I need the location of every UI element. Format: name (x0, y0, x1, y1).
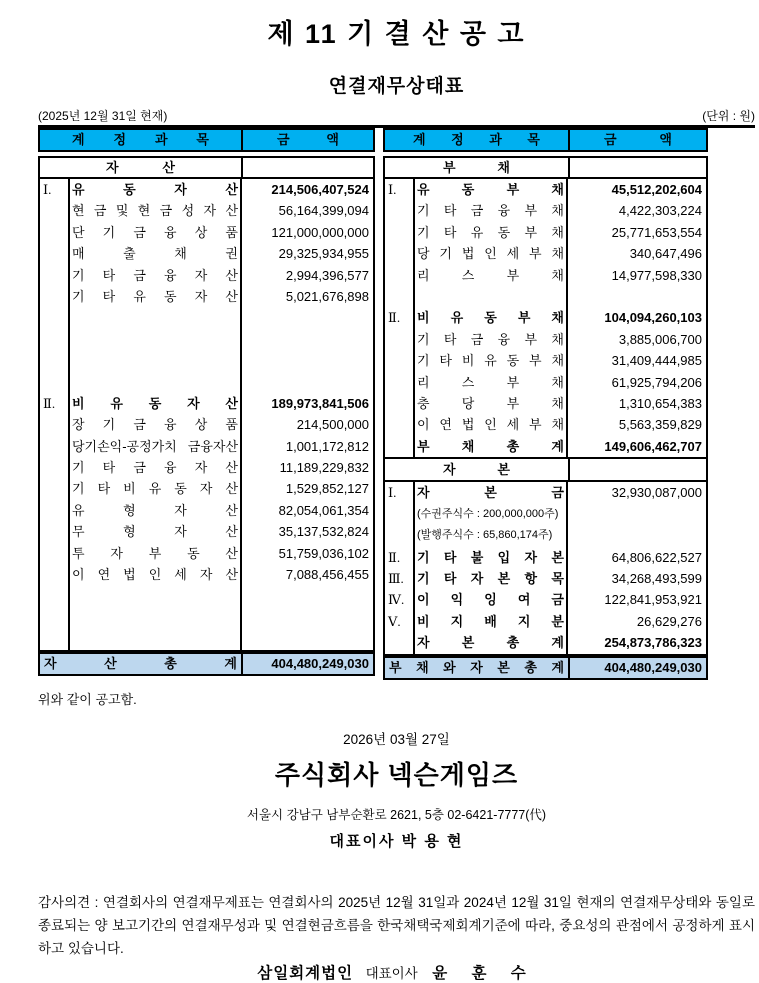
account-amount: 5,563,359,829 (618, 417, 702, 433)
announcement-page (38, 12, 755, 983)
account-amount (242, 307, 373, 328)
account-name: 이 연 법 인 세 부 채 (415, 414, 568, 435)
account-name: 무 형 자 산 (70, 521, 242, 542)
account-amount: 82,054,061,354 (278, 502, 369, 518)
account-amount (568, 286, 706, 307)
account-row (385, 329, 706, 350)
account-name: 유 동 자 산 (70, 179, 242, 200)
account-name: 유 동 부 채 (415, 179, 568, 200)
account-name: 리 스 부 채 (415, 372, 568, 393)
roman-numeral (40, 585, 70, 606)
roman-numeral (385, 329, 415, 350)
roman-numeral (385, 265, 415, 286)
account-name: 기 타 금 융 부 채 (415, 200, 568, 221)
liabilities-section-row (383, 156, 708, 179)
blank-row (40, 607, 373, 628)
roman-numeral (40, 628, 70, 649)
account-amount: 35,137,532,824 (278, 524, 369, 540)
account-amount: 1,310,654,383 (618, 395, 702, 411)
account-amount (568, 525, 706, 546)
account-amount: 14,977,598,330 (611, 267, 702, 283)
account-row (385, 350, 706, 371)
assets-total-row (38, 652, 375, 676)
account-name: 단 기 금 융 상 품 (70, 222, 242, 243)
roman-numeral: Ⅳ. (385, 589, 415, 610)
assets-section-amount-cell (243, 158, 373, 177)
account-amount (242, 350, 373, 371)
account-amount: 25,771,653,554 (611, 224, 702, 240)
roman-numeral (40, 307, 70, 328)
account-row (385, 372, 706, 393)
account-amount (242, 585, 373, 606)
account-row (40, 521, 373, 542)
account-row (385, 179, 706, 200)
account-row (40, 393, 373, 414)
account-row (40, 414, 373, 435)
roman-numeral (385, 222, 415, 243)
account-name: 기 타 유 동 자 산 (70, 286, 242, 307)
ceo-name: 대표이사 박 용 현 (329, 832, 464, 850)
amount-column-header: 금 액 (277, 132, 339, 147)
liabilities-equity-total-label: 부 채 와 자 본 총 계 (385, 658, 570, 678)
share-count-note: (발행주식수 : 65,860,174주) (415, 525, 568, 546)
auditor-name: 윤 훈 수 (432, 965, 536, 983)
account-amount (242, 372, 373, 393)
account-row (385, 414, 706, 435)
assets-total-amount: 404,480,249,030 (271, 655, 369, 671)
account-name (70, 372, 242, 393)
auditor-signature (38, 961, 755, 983)
account-amount: 56,164,399,094 (278, 203, 369, 219)
account-amount: 254,873,786,323 (604, 635, 702, 651)
auditor-role: 대표이사 (365, 966, 418, 982)
account-name: 기 타 금 융 자 산 (70, 457, 242, 478)
account-row (385, 200, 706, 221)
page-title: 제 11 기 결 산 공 고 (267, 19, 526, 49)
account-amount: 2,994,396,577 (285, 267, 369, 283)
account-amount: 51,759,036,102 (278, 545, 369, 561)
equity-section-row (385, 457, 706, 482)
liabilities-section-label: 부 채 (385, 158, 570, 177)
roman-numeral (40, 436, 70, 457)
roman-numeral: Ⅰ. (385, 179, 415, 200)
assets-header-row (38, 128, 375, 152)
account-amount: 31,409,444,985 (611, 353, 702, 369)
account-name: 현 금 및 현 금 성 자 산 (70, 200, 242, 221)
liabilities-equity-body (383, 179, 708, 656)
share-count-note: (수권주식수 : 200,000,000주) (415, 504, 568, 525)
account-name (70, 307, 242, 328)
roman-numeral (40, 414, 70, 435)
account-amount (568, 504, 706, 525)
roman-numeral: Ⅰ. (40, 179, 70, 200)
account-column-header: 계 정 과 목 (385, 130, 570, 150)
account-row (385, 589, 706, 610)
account-name: 이 연 법 인 세 자 산 (70, 564, 242, 585)
account-name (70, 607, 242, 628)
account-name: 충 당 부 채 (415, 393, 568, 414)
blank-row (385, 286, 706, 307)
roman-numeral (385, 286, 415, 307)
account-row (385, 393, 706, 414)
account-amount: 45,512,202,604 (611, 182, 702, 197)
account-name (70, 329, 242, 350)
roman-numeral (385, 393, 415, 414)
account-name: 기 타 비 유 동 부 채 (415, 350, 568, 371)
blank-row (40, 350, 373, 371)
account-amount: 11,189,229,832 (279, 460, 369, 476)
roman-numeral (40, 521, 70, 542)
roman-numeral: Ⅱ. (385, 307, 415, 328)
account-name: 비 유 동 부 채 (415, 307, 568, 328)
account-amount (242, 607, 373, 628)
account-name: 기 타 유 동 부 채 (415, 222, 568, 243)
account-amount: 121,000,000,000 (271, 224, 369, 240)
account-name: 유 형 자 산 (70, 500, 242, 521)
account-row (40, 243, 373, 264)
roman-numeral (40, 478, 70, 499)
account-row (385, 547, 706, 568)
account-name: 기 타 불 입 자 본 (415, 547, 568, 568)
equity-section-label: 자 본 (385, 459, 570, 480)
liabilities-header-row (383, 128, 708, 152)
account-amount: 61,925,794,206 (611, 374, 702, 390)
blank-row (40, 329, 373, 350)
roman-numeral: Ⅲ. (385, 568, 415, 589)
account-amount: 32,930,087,000 (611, 485, 702, 501)
account-row (40, 179, 373, 200)
account-amount: 214,500,000 (296, 417, 369, 433)
liabilities-equity-total-row (383, 656, 708, 680)
account-name (70, 350, 242, 371)
balance-sheet-table (38, 125, 755, 680)
account-amount: 104,094,260,103 (604, 310, 702, 326)
account-name: 기 타 금 융 자 산 (70, 265, 242, 286)
account-amount: 64,806,622,527 (611, 549, 702, 565)
account-name: 매 출 채 권 (70, 243, 242, 264)
account-name: 당 기 법 인 세 부 채 (415, 243, 568, 264)
account-name: 자 본 금 (415, 482, 568, 503)
account-name: 당기손익-공정가치 금융자산 (70, 436, 242, 457)
account-row (40, 436, 373, 457)
as-of-date: (2025년 12월 31일 현재) (38, 109, 168, 123)
amount-column-header: 금 액 (604, 132, 672, 147)
account-row (385, 243, 706, 264)
account-name: 투 자 부 동 산 (70, 543, 242, 564)
roman-numeral (385, 525, 415, 546)
account-amount (242, 329, 373, 350)
account-row (40, 478, 373, 499)
blank-row (40, 585, 373, 606)
unit-label: (단위 : 원) (702, 109, 755, 123)
roman-numeral (385, 200, 415, 221)
roman-numeral (40, 243, 70, 264)
account-row (385, 436, 706, 457)
account-row (385, 222, 706, 243)
account-amount (242, 628, 373, 649)
account-amount: 3,885,006,700 (618, 331, 702, 347)
account-amount: 122,841,953,921 (604, 592, 702, 608)
announcement-date: 2026년 03월 27일 (343, 731, 450, 747)
blank-row (40, 628, 373, 649)
account-name: 기 타 자 본 항 목 (415, 568, 568, 589)
roman-numeral: Ⅱ. (40, 393, 70, 414)
assets-section-row (38, 156, 375, 179)
account-name: 장 기 금 융 상 품 (70, 414, 242, 435)
account-column-header: 계 정 과 목 (40, 130, 243, 150)
account-name (70, 585, 242, 606)
blank-row (40, 307, 373, 328)
account-row (40, 200, 373, 221)
account-amount: 340,647,496 (629, 246, 702, 262)
liabilities-section-amount-cell (570, 158, 706, 177)
company-address: 서울시 강남구 남부순환로 2621, 5층 02-6421-7777(代) (246, 807, 547, 822)
account-amount: 4,422,303,224 (618, 203, 702, 219)
equity-section-amount-cell (570, 459, 706, 480)
account-name (70, 628, 242, 649)
roman-numeral (40, 350, 70, 371)
blank-row (40, 372, 373, 393)
roman-numeral (385, 632, 415, 653)
account-row (40, 500, 373, 521)
roman-numeral: Ⅴ. (385, 611, 415, 632)
account-name: 이 익 잉 여 금 (415, 589, 568, 610)
account-row (385, 482, 706, 503)
roman-numeral (40, 607, 70, 628)
account-row (385, 525, 706, 546)
account-name: 리 스 부 채 (415, 265, 568, 286)
account-row (40, 286, 373, 307)
roman-numeral (40, 329, 70, 350)
account-row (40, 222, 373, 243)
account-amount: 1,529,852,127 (285, 481, 369, 497)
assets-body (38, 179, 375, 652)
roman-numeral (40, 222, 70, 243)
account-amount: 149,606,462,707 (604, 438, 702, 454)
account-name: 자 본 총 계 (415, 632, 568, 653)
roman-numeral (40, 564, 70, 585)
account-amount: 7,088,456,455 (285, 567, 369, 583)
account-amount: 1,001,172,812 (285, 438, 369, 454)
roman-numeral (40, 543, 70, 564)
account-row (40, 457, 373, 478)
account-amount: 34,268,493,599 (611, 571, 702, 587)
account-amount: 5,021,676,898 (285, 288, 369, 304)
account-name: 기 타 금 융 부 채 (415, 329, 568, 350)
account-row (40, 564, 373, 585)
account-amount: 26,629,276 (636, 613, 702, 629)
account-row (385, 568, 706, 589)
roman-numeral (40, 372, 70, 393)
roman-numeral (40, 457, 70, 478)
roman-numeral (385, 436, 415, 457)
account-amount: 189,973,841,506 (271, 395, 369, 411)
assets-section-label: 자 산 (40, 158, 243, 177)
roman-numeral (385, 350, 415, 371)
account-name: 부 채 총 계 (415, 436, 568, 457)
account-row (385, 504, 706, 525)
account-amount: 214,506,407,524 (271, 182, 369, 197)
roman-numeral (385, 504, 415, 525)
account-row (385, 307, 706, 328)
account-row (385, 611, 706, 632)
statement-title: 연결재무상태표 (328, 76, 465, 97)
liabilities-equity-total-amount: 404,480,249,030 (604, 659, 702, 675)
roman-numeral (40, 200, 70, 221)
account-name: 비 유 동 자 산 (70, 393, 242, 414)
account-row (40, 265, 373, 286)
roman-numeral: Ⅰ. (385, 482, 415, 503)
roman-numeral: Ⅱ. (385, 547, 415, 568)
roman-numeral (40, 500, 70, 521)
meta-row (38, 107, 755, 125)
account-name: 비 지 배 지 분 (415, 611, 568, 632)
roman-numeral (385, 372, 415, 393)
account-name (415, 286, 568, 307)
roman-numeral (40, 286, 70, 307)
account-row (40, 543, 373, 564)
roman-numeral (385, 243, 415, 264)
roman-numeral (385, 414, 415, 435)
notice-line: 위와 같이 공고함. (38, 691, 137, 707)
account-name: 기 타 비 유 동 자 산 (70, 478, 242, 499)
audit-opinion: 감사의견 : 연결회사의 연결재무제표는 연결회사의 2025년 12월 31일과 2024년 12월 31일 현재의 연결재무상태와 동일로 종료되는 양 보고기간의 연결재무성과 및 연결현금흐름을 한국채택국제회계기준에 따라, 중요성의 관점에서 공정하게 표시하고 있습니다. (38, 894, 755, 957)
account-row (385, 265, 706, 286)
liabilities-equity-table (383, 128, 708, 680)
company-name: 주식회사 넥슨게임즈 (274, 759, 519, 790)
assets-total-label: 자 산 총 계 (40, 654, 243, 674)
account-amount: 29,325,934,955 (278, 246, 369, 262)
auditor-firm: 삼일회계법인 (257, 965, 354, 983)
account-row (385, 632, 706, 653)
assets-table (38, 128, 375, 680)
roman-numeral (40, 265, 70, 286)
